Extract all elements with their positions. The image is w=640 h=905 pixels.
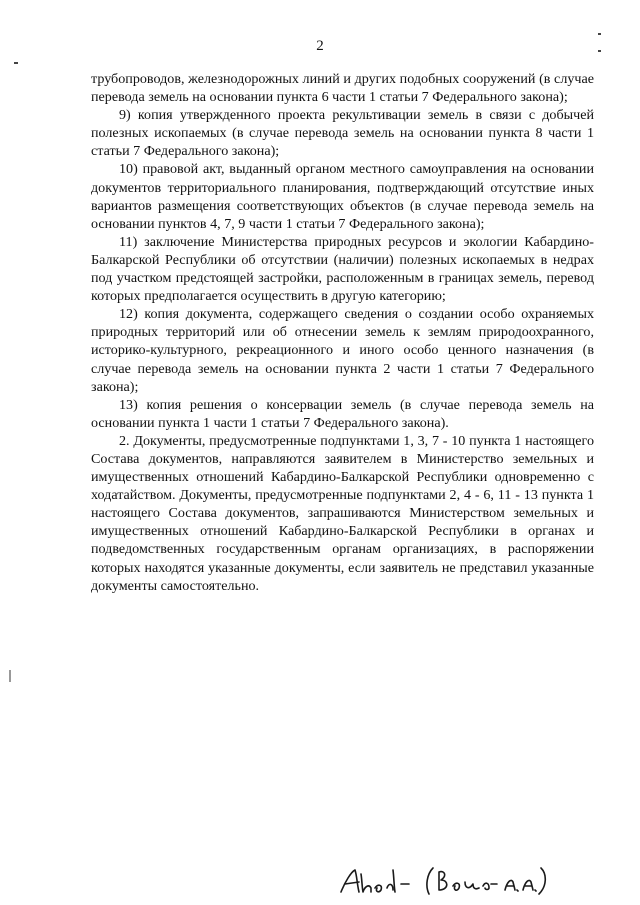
paragraph-item-9: 9) копия утвержденного проекта рекультивации земель в связи с добычей полезных ископаемых (в случае перевода земель на основании пункта 8 части 1 статьи 7 Федерального закона); [91, 107, 594, 160]
paragraph-item-12: 12) копия документа, содержащего сведения о создании особо охраняемых природных территорий или об отнесении земель к землям природоохранного, историко-культурного, рекреационного и иного особо ценного назначения (в случае перевода земель на основании пункта 2 части 1 статьи 7 Федерального закона); [91, 306, 594, 395]
paragraph-item-11: 11) заключение Министерства природных ресурсов и экологии Кабардино-Балкарской Республики об отсутствии (наличии) полезных ископаемых в недрах под участком предстоящей застройки, расположенным в границах земель, перевод которых предполагается осуществить в другую категорию; [91, 233, 594, 305]
page-number: 2 [316, 38, 324, 54]
handwritten-signature-icon [335, 860, 555, 900]
scan-mark [598, 33, 601, 35]
scan-mark [598, 50, 601, 52]
scan-mark [14, 62, 18, 64]
paragraph-item-10: 10) правовой акт, выданный органом местного самоуправления на основании документов территориального планирования, подтверждающий отсутствие иных вариантов размещения соответствующих объектов (в случае перевода земель на основании пунктов 4, 7, 9 части 1 статьи 7 Федерального закона); [91, 161, 594, 232]
document-body [91, 70, 594, 595]
paragraph-item-13: 13) копия решения о консервации земель (в случае перевода земель на основании пункта 1 части 1 статьи 7 Федерального закона). [91, 396, 594, 431]
paragraph-section-2: 2. Документы, предусмотренные подпунктами 1, 3, 7 - 10 пункта 1 настоящего Состава документов, направляются заявителем в Министерство земельных и имущественных отношений Кабардино-Балкарской Республики одновременно с ходатайством. Документы, предусмотренные подпунктами 2, 4 - 6, 11 - 13 пункта 1 настоящего Состава документов, запрашиваются Министерством земельных и имущественных отношений Кабардино-Балкарской Республики в органах и подведомственных государственным органам организациях, в распоряжении которых находятся указанные документы, если заявитель не представил указанные документы самостоятельно. [91, 432, 594, 594]
paragraph-continuation: трубопроводов, железнодорожных линий и других подобных сооружений (в случае перевода земель на основании пункта 6 части 1 статьи 7 Федерального закона); [91, 71, 594, 106]
scan-mark [9, 670, 11, 682]
